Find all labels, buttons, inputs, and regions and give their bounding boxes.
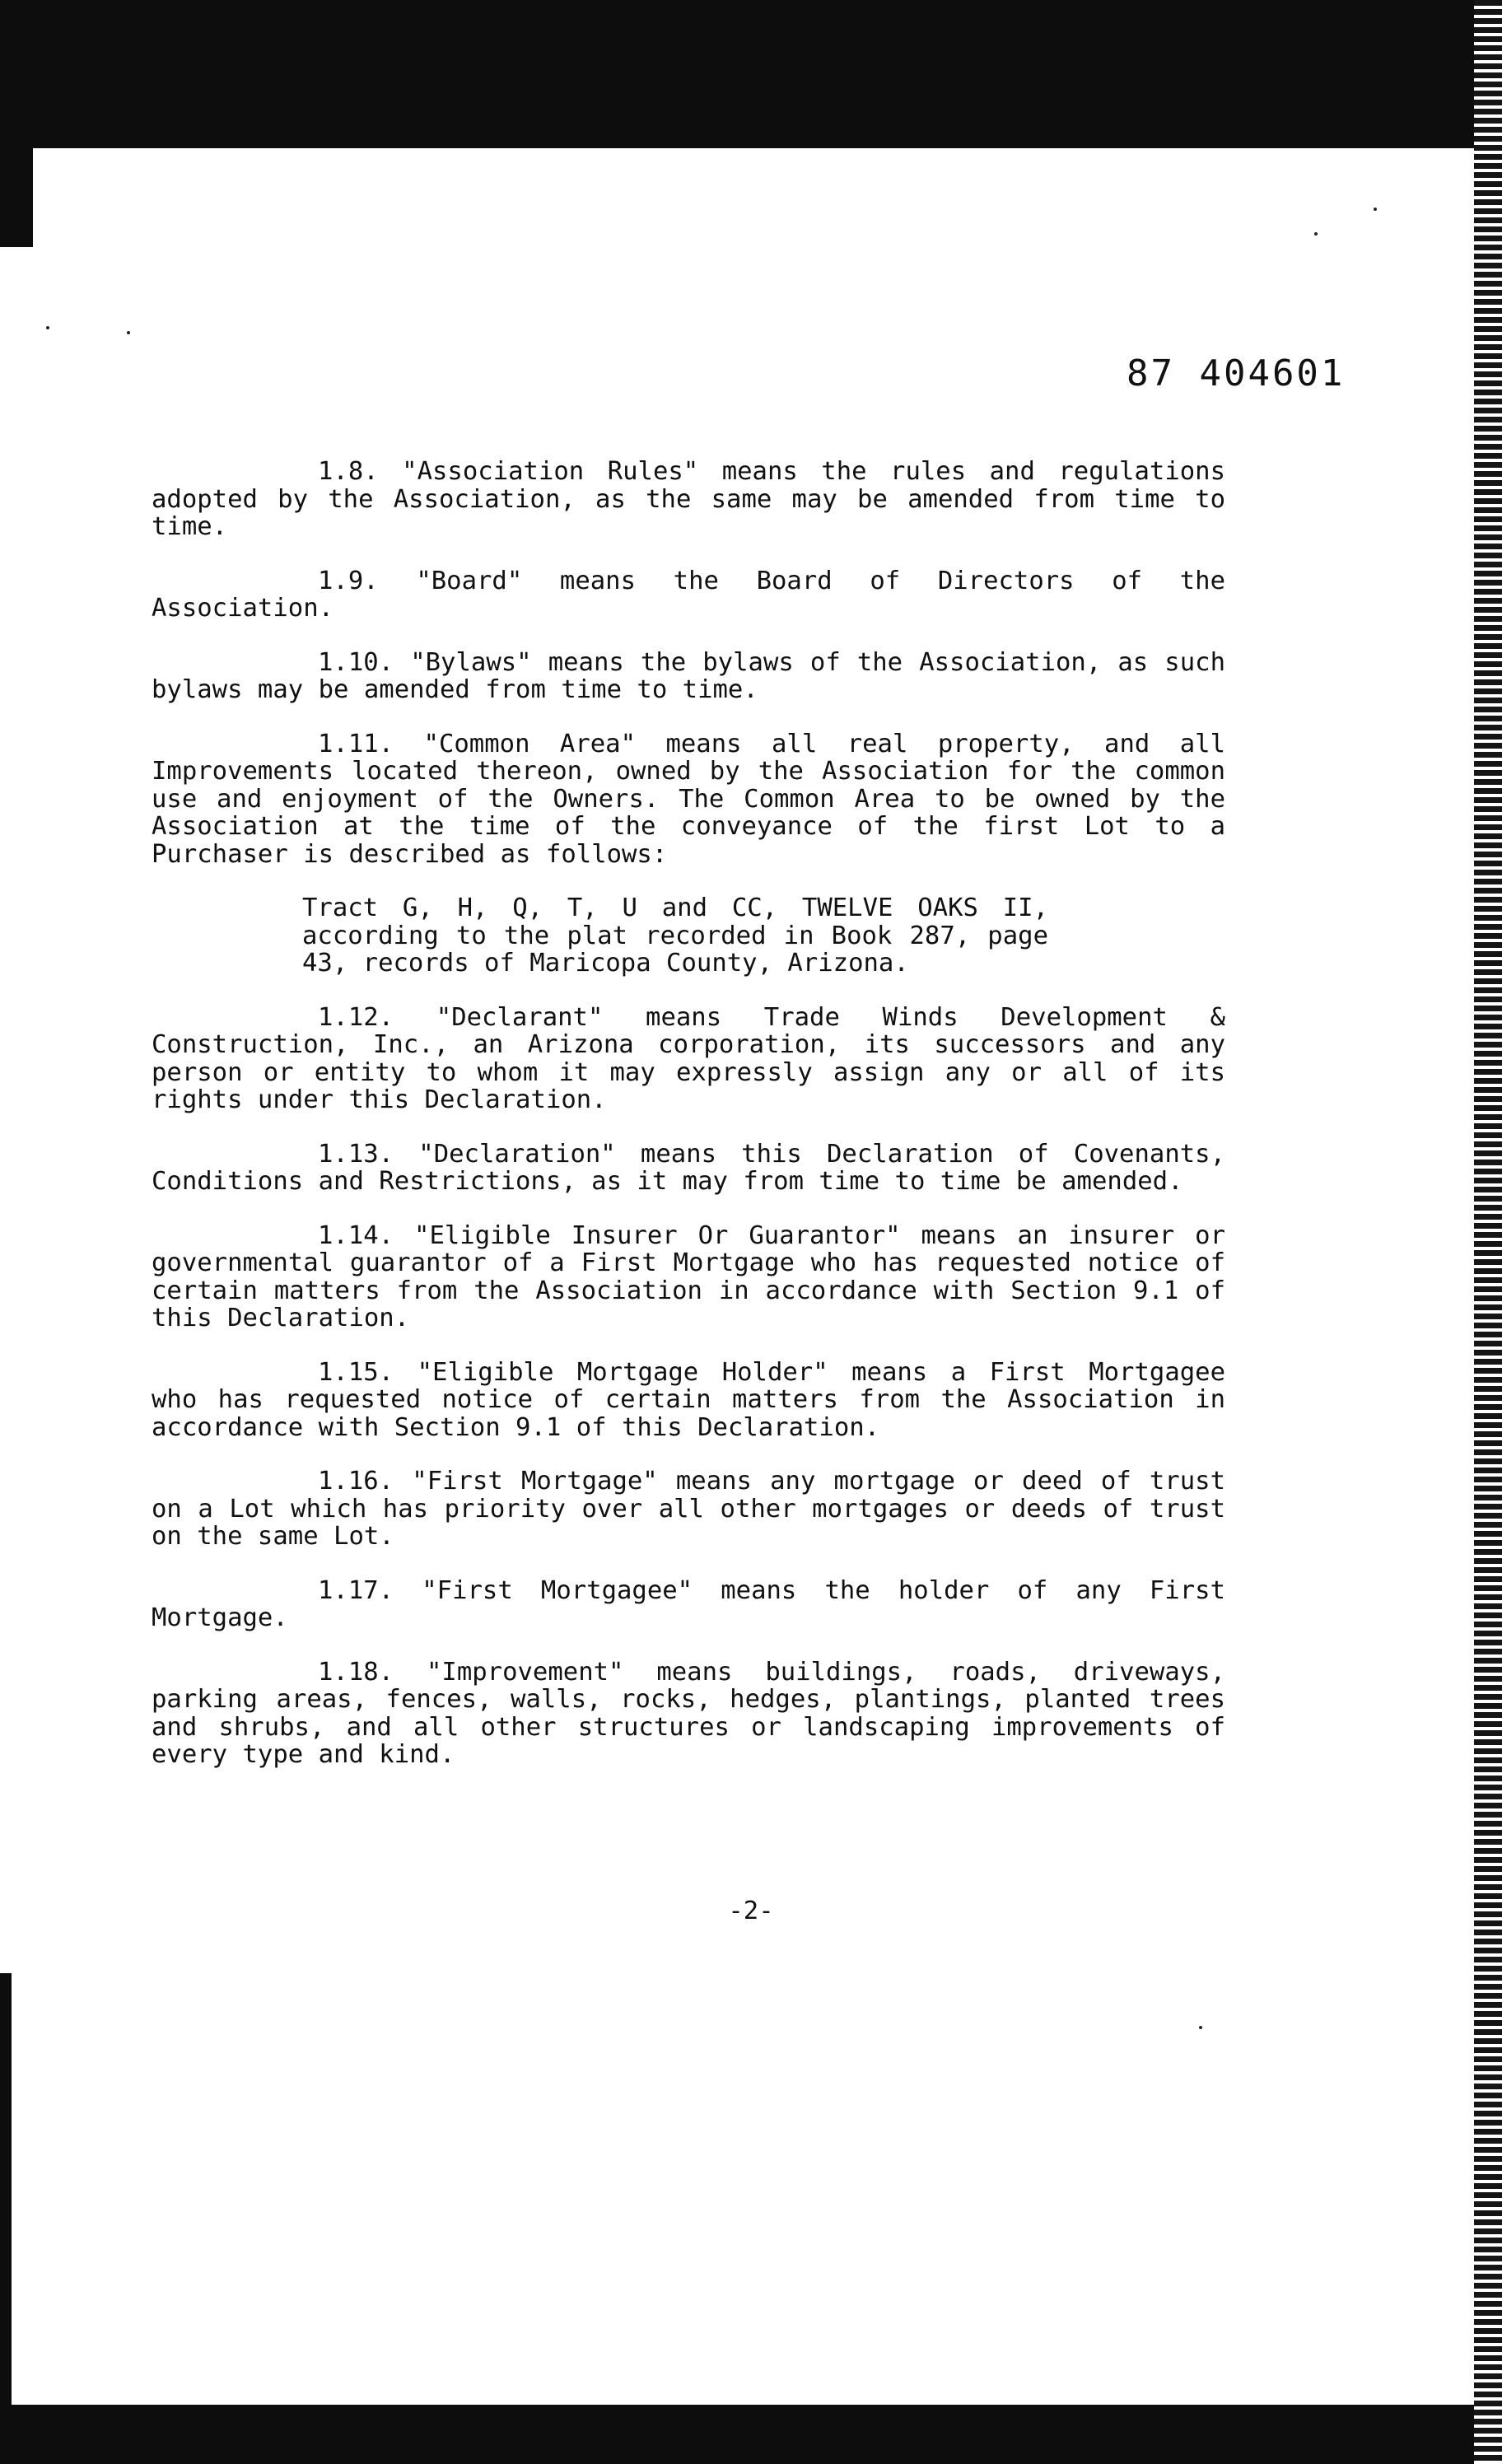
- section-number: 1.15.: [318, 1357, 394, 1387]
- section-text: "Board" means the Board of Directors of the Association.: [152, 566, 1241, 623]
- section-1-14: [152, 1220, 1241, 1332]
- section-number: 1.18.: [318, 1657, 394, 1687]
- section-1-16: [152, 1467, 1241, 1551]
- section-number: 1.9.: [318, 566, 379, 595]
- scan-border-top: [0, 0, 1502, 148]
- section-1-8: [152, 457, 1241, 541]
- section-text: "Improvement" means buildings, roads, driveways, parking areas, fences, walls, rocks, hedges, plantings, planted trees and shrubs, and all other structures or landscaping improvements of every type and kind.: [152, 1657, 1241, 1769]
- section-number: 1.16.: [318, 1467, 394, 1496]
- section-1-9: [152, 566, 1241, 623]
- scan-border-bottom: [0, 2405, 1502, 2464]
- section-number: 1.14.: [318, 1220, 394, 1250]
- section-text: "Common Area" means all real property, and all Improvements located thereon, owned by the Association for the common use and enjoyment of the Owners. The Common Area to be owned by the Association at the time of the conveyance of the first Lot to a Purchaser is described as follows:: [152, 729, 1241, 869]
- section-number: 1.12.: [318, 1002, 394, 1032]
- scan-speck: [1314, 232, 1318, 236]
- document-body: [152, 457, 1241, 1795]
- section-text: "Eligible Insurer Or Guarantor" means an insurer or governmental guarantor of a First Mortgage who has requested notice of certain matters from the Association in accordance with Section 9.1 of this Declaration.: [152, 1220, 1241, 1332]
- scan-speck: [127, 331, 130, 334]
- section-1-18: [152, 1657, 1241, 1769]
- section-number: 1.8.: [318, 457, 379, 486]
- section-number: 1.10.: [318, 647, 394, 677]
- scan-speck: [46, 326, 49, 329]
- scan-border-right: [1474, 0, 1502, 2464]
- section-text: "Declarant" means Trade Winds Development & Construction, Inc., an Arizona corporation, its successors and any person or entity to whom it may expressly assign any or all of its rights under this Declaration.: [152, 1002, 1241, 1114]
- section-1-17: [152, 1575, 1241, 1632]
- section-1-15: [152, 1357, 1241, 1442]
- tract-description: Tract G, H, Q, T, U and CC, TWELVE OAKS II, according to the plat recorded in Book 287, page 43, records of Maricopa County, Arizona.: [302, 894, 1048, 978]
- section-number: 1.17.: [318, 1575, 394, 1605]
- section-text: "First Mortgage" means any mortgage or deed of trust on a Lot which has priority over all other mortgages or deeds of trust on the same Lot.: [152, 1467, 1241, 1551]
- section-number: 1.13.: [318, 1139, 394, 1169]
- scan-border-bottom-left: [0, 1973, 12, 2464]
- section-1-13: [152, 1139, 1241, 1196]
- page-number: -2-: [728, 1897, 774, 1925]
- section-text: "Declaration" means this Declaration of Covenants, Conditions and Restrictions, as it may from time to time be amended.: [152, 1139, 1241, 1196]
- scan-speck: [1374, 208, 1377, 211]
- section-1-12: [152, 1002, 1241, 1114]
- section-text: "First Mortgagee" means the holder of any First Mortgage.: [152, 1575, 1241, 1632]
- section-1-10: [152, 647, 1241, 704]
- scan-speck: [1199, 2026, 1202, 2029]
- section-number: 1.11.: [318, 729, 394, 758]
- section-text: "Association Rules" means the rules and regulations adopted by the Association, as the same may be amended from time to time.: [152, 457, 1241, 541]
- document-number: 87 404601: [1126, 352, 1346, 394]
- section-text: "Eligible Mortgage Holder" means a First Mortgagee who has requested notice of certain matters from the Association in accordance with Section 9.1 of this Declaration.: [152, 1357, 1241, 1442]
- section-1-11: [152, 729, 1241, 869]
- section-text: "Bylaws" means the bylaws of the Association, as such bylaws may be amended from time to time.: [152, 647, 1241, 704]
- scan-border-top-left: [0, 148, 33, 247]
